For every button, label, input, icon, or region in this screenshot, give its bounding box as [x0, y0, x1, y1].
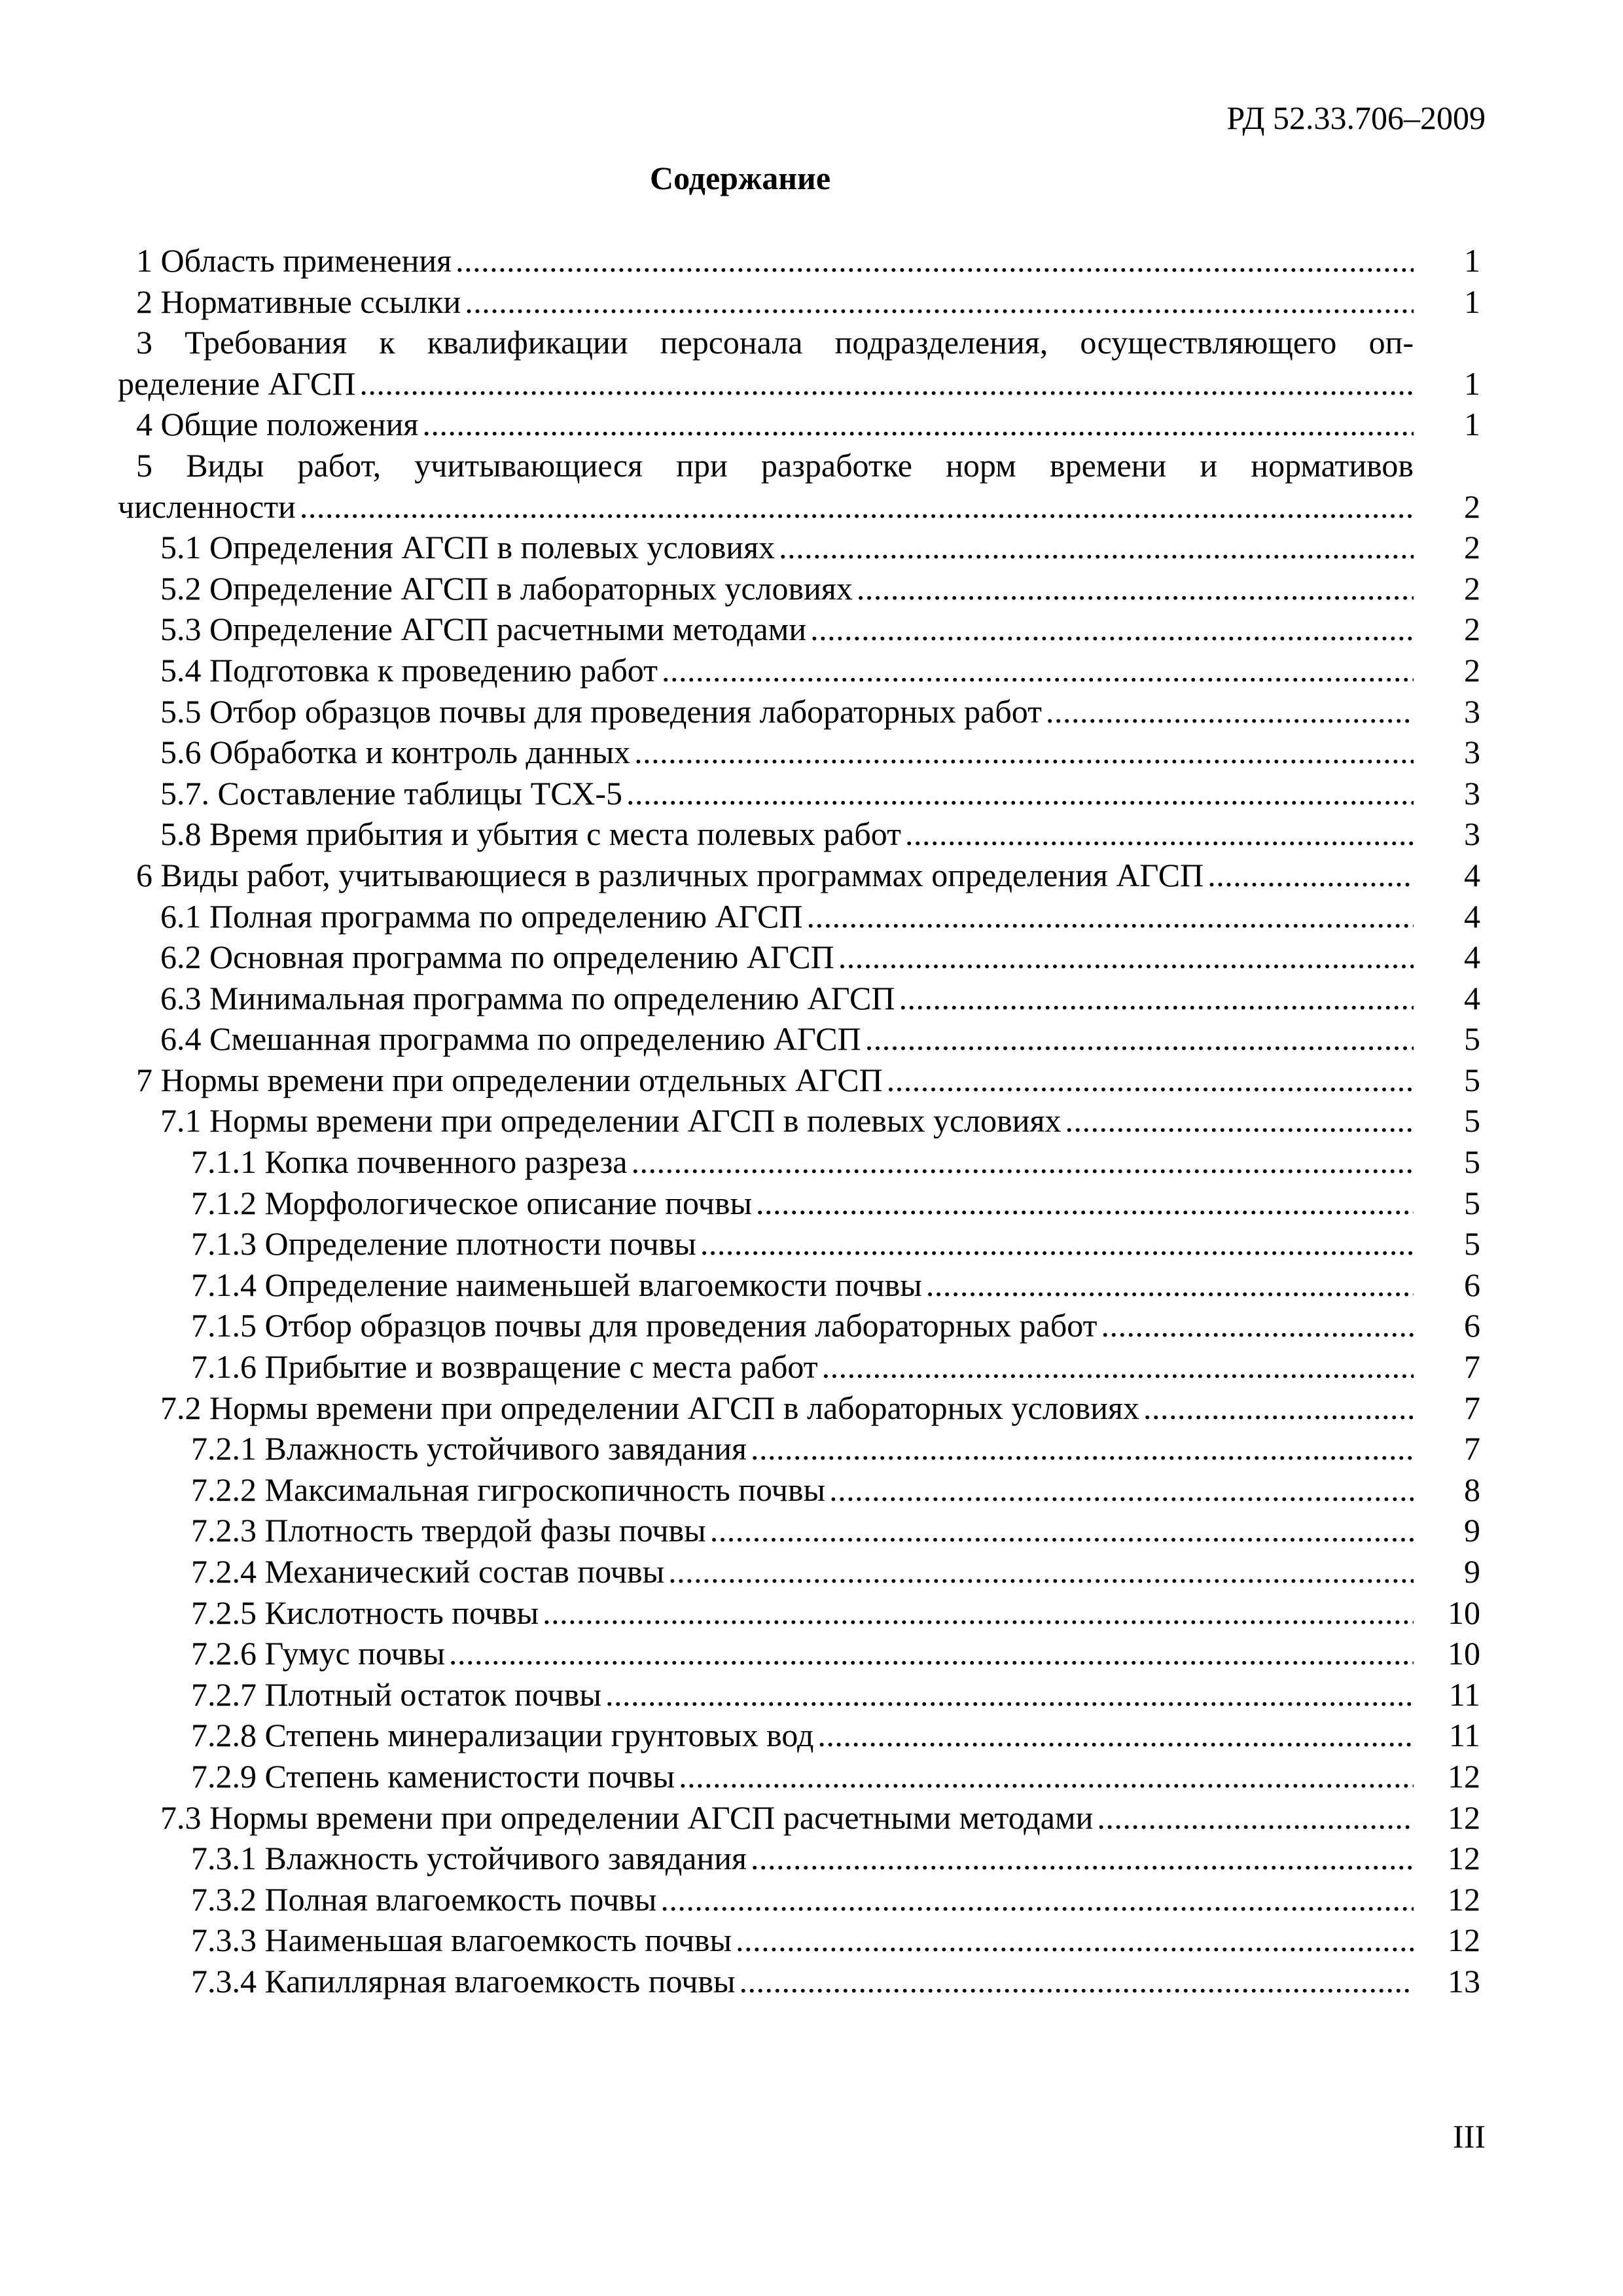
dot-leader	[700, 1223, 1414, 1265]
toc-entry-label: 5.3 Определение АГСП расчетными методами	[160, 611, 807, 648]
toc-entry[interactable]	[118, 1428, 1480, 1469]
toc-entry[interactable]	[118, 281, 1480, 323]
toc-page-number: 12	[1448, 1799, 1480, 1836]
toc-entry-label: 7.2 Нормы времени при определении АГСП в лабораторных условиях	[160, 1389, 1140, 1426]
toc-entry-first-line[interactable]	[118, 445, 1480, 486]
toc-page-number: 3	[1464, 774, 1480, 812]
dot-leader	[736, 1920, 1414, 1961]
dot-leader	[1065, 1100, 1414, 1141]
dot-leader	[634, 732, 1414, 773]
toc-entry-continuation[interactable]	[118, 363, 1480, 404]
toc-page-number: 7	[1464, 1348, 1480, 1386]
toc-entry-label: 7.1.4 Определение наименьшей влагоемкости почвы	[191, 1266, 922, 1303]
toc-page-number: 2	[1464, 611, 1480, 648]
toc-page-number: 2	[1464, 569, 1480, 607]
toc-entry[interactable]	[118, 937, 1480, 978]
toc-entry[interactable]	[118, 1879, 1480, 1920]
toc-page-number: 5	[1464, 1143, 1480, 1181]
toc-entry[interactable]	[118, 1060, 1480, 1101]
toc-entry-label: 5.1 Определения АГСП в полевых условиях	[160, 529, 776, 566]
toc-page-number: 1	[1464, 242, 1480, 279]
toc-entry-label: 7.3.4 Капиллярная влагоемкость почвы	[191, 1962, 736, 2000]
dot-leader	[806, 896, 1414, 937]
toc-entry[interactable]	[118, 978, 1480, 1019]
toc-entry[interactable]	[118, 1141, 1480, 1183]
toc-page-number: 4	[1464, 939, 1480, 976]
dot-leader	[1101, 1305, 1414, 1346]
dot-leader	[810, 609, 1414, 650]
dot-leader	[779, 527, 1414, 568]
toc-page-number: 12	[1448, 1840, 1480, 1877]
dot-leader	[626, 773, 1414, 814]
toc-page-number: 3	[1464, 692, 1480, 730]
dot-leader	[1097, 1797, 1414, 1839]
toc-entry[interactable]	[118, 691, 1480, 732]
dot-leader	[300, 486, 1414, 528]
toc-entry-label: ределение АГСП	[118, 365, 356, 402]
toc-entry[interactable]	[118, 1469, 1480, 1511]
toc-entry[interactable]	[118, 404, 1480, 445]
dot-leader	[822, 1346, 1414, 1388]
toc-entry[interactable]	[118, 1797, 1480, 1839]
toc-page-number: 2	[1464, 529, 1480, 566]
dot-leader	[1143, 1388, 1414, 1429]
toc-entry[interactable]	[118, 1018, 1480, 1060]
dot-leader	[887, 1060, 1414, 1101]
toc-entry[interactable]	[118, 240, 1480, 281]
toc-page-number: 1	[1464, 365, 1480, 402]
toc-page-number: 12	[1448, 1922, 1480, 1959]
toc-page-number: 1	[1464, 406, 1480, 443]
toc-entry-label: 7.1.6 Прибытие и возвращение с места работ	[191, 1348, 818, 1386]
toc-entry[interactable]	[118, 896, 1480, 937]
toc-entry-label: 7.1.2 Морфологическое описание почвы	[191, 1184, 753, 1221]
page-number: III	[1453, 2118, 1486, 2155]
dot-leader	[838, 937, 1414, 978]
toc-entry-label: 6.4 Смешанная программа по определению АГСП	[160, 1020, 861, 1058]
toc-entry[interactable]	[118, 773, 1480, 814]
toc-page-number: 1	[1464, 283, 1480, 320]
toc-entry-label: 7.2.3 Плотность твердой фазы почвы	[191, 1512, 706, 1549]
toc-page-number: 8	[1464, 1471, 1480, 1508]
dot-leader	[662, 650, 1414, 691]
dot-leader	[740, 1961, 1414, 2002]
toc-entry-label: 7.2.8 Степень минерализации грунтовых вод	[191, 1717, 814, 1754]
toc-page-number: 5	[1464, 1061, 1480, 1098]
toc-page-number: 9	[1464, 1553, 1480, 1590]
toc-page-number: 4	[1464, 897, 1480, 935]
dot-leader	[605, 1674, 1414, 1715]
toc-entry-label: 7.1.3 Определение плотности почвы	[191, 1225, 696, 1263]
toc-entry[interactable]	[118, 1510, 1480, 1551]
toc-page-number: 10	[1448, 1635, 1480, 1672]
toc-page-number: 4	[1464, 856, 1480, 893]
dot-leader	[660, 1879, 1414, 1920]
dot-leader	[455, 240, 1414, 281]
toc-page-number: 11	[1448, 1676, 1480, 1713]
dot-leader	[465, 281, 1414, 323]
toc-entry[interactable]	[118, 527, 1480, 568]
toc-page-number: 3	[1464, 734, 1480, 771]
toc-entry-label: 7.2.2 Максимальная гигроскопичность почвы	[191, 1471, 826, 1508]
toc-entry-label: 2 Нормативные ссылки	[136, 283, 461, 320]
toc-entry-label: 7.1.5 Отбор образцов почвы для проведения лабораторных работ	[191, 1307, 1097, 1344]
toc-entry-continuation[interactable]	[118, 486, 1480, 528]
toc-entry[interactable]	[118, 1223, 1480, 1265]
toc-entry-label: 5.2 Определение АГСП в лабораторных условиях	[160, 569, 853, 607]
table-of-contents	[118, 240, 1480, 2002]
dot-leader	[865, 1018, 1414, 1060]
toc-entry[interactable]	[118, 855, 1480, 896]
toc-entry-label: 7.3.3 Наименьшая влагоемкость почвы	[191, 1922, 732, 1959]
dot-leader	[1207, 855, 1414, 896]
toc-entry[interactable]	[118, 1346, 1480, 1388]
toc-page-number: 10	[1448, 1594, 1480, 1631]
toc-entry[interactable]	[118, 814, 1480, 855]
toc-entry-label: 5.4 Подготовка к проведению работ	[160, 651, 658, 689]
toc-entry-label: 7.2.5 Кислотность почвы	[191, 1594, 539, 1631]
toc-page-number: 5	[1464, 1225, 1480, 1263]
toc-entry[interactable]	[118, 1633, 1480, 1674]
toc-entry-label: 1 Область применения	[136, 242, 452, 279]
toc-entry-label: 7.2.4 Механический состав почвы	[191, 1553, 665, 1590]
toc-entry-label: 6.3 Минимальная программа по определению АГСП	[160, 979, 895, 1016]
dot-leader	[857, 568, 1414, 609]
dot-leader	[449, 1633, 1414, 1674]
toc-entry-label: 3 Требования к квалификации персонала подразделения, осуществляющего оп-	[136, 324, 1414, 361]
toc-entry[interactable]	[118, 1674, 1480, 1715]
dot-leader	[543, 1592, 1414, 1634]
toc-entry[interactable]	[118, 568, 1480, 609]
toc-entry[interactable]	[118, 1183, 1480, 1224]
toc-page-number: 2	[1464, 651, 1480, 689]
toc-page-number: 7	[1464, 1389, 1480, 1426]
toc-entry-label: 7.3.2 Полная влагоемкость почвы	[191, 1880, 657, 1918]
toc-entry-label: 6 Виды работ, учитывающиеся в различных программах определения АГСП	[136, 856, 1204, 893]
dot-leader	[751, 1428, 1414, 1469]
toc-page-number: 6	[1464, 1266, 1480, 1303]
toc-page-number: 6	[1464, 1307, 1480, 1344]
toc-entry-label: 7.1 Нормы времени при определении АГСП в полевых условиях	[160, 1102, 1061, 1139]
toc-entry-label: 7.1.1 Копка почвенного разреза	[191, 1143, 628, 1181]
toc-entry[interactable]	[118, 1756, 1480, 1797]
toc-entry[interactable]	[118, 1305, 1480, 1346]
toc-entry-label: 6.1 Полная программа по определению АГСП	[160, 897, 803, 935]
toc-page-number: 12	[1448, 1880, 1480, 1918]
toc-entry-label: 7.2.1 Влажность устойчивого завядания	[191, 1430, 747, 1467]
toc-page-number: 5	[1464, 1184, 1480, 1221]
dot-leader	[359, 363, 1414, 404]
toc-entry-label: 7.2.7 Плотный остаток почвы	[191, 1676, 601, 1713]
toc-entry[interactable]	[118, 650, 1480, 691]
toc-entry[interactable]	[118, 1838, 1480, 1879]
toc-page-number: 4	[1464, 979, 1480, 1016]
toc-entry[interactable]	[118, 1388, 1480, 1429]
dot-leader	[756, 1183, 1414, 1224]
toc-entry-label: численности	[118, 488, 296, 525]
toc-entry-first-line[interactable]	[118, 322, 1480, 363]
toc-entry-label: 6.2 Основная программа по определению АГСП	[160, 939, 834, 976]
toc-entry-label: 5.6 Обработка и контроль данных	[160, 734, 631, 771]
dot-leader	[422, 404, 1414, 445]
document-code: РД 52.33.706–2009	[1226, 99, 1486, 136]
dot-leader	[668, 1551, 1414, 1592]
toc-page-number: 13	[1448, 1962, 1480, 2000]
toc-page-number: 2	[1464, 488, 1480, 525]
toc-entry-label: 5 Виды работ, учитывающиеся при разработке норм времени и нормативов	[136, 446, 1414, 484]
toc-page-number: 7	[1464, 1430, 1480, 1467]
toc-entry[interactable]	[118, 1551, 1480, 1592]
toc-page-number: 11	[1448, 1717, 1480, 1754]
toc-page-number: 3	[1464, 816, 1480, 853]
toc-entry-label: 5.8 Время прибытия и убытия с места полевых работ	[160, 816, 901, 853]
dot-leader	[710, 1510, 1414, 1551]
toc-entry-label: 7.3 Нормы времени при определении АГСП расчетными методами	[160, 1799, 1094, 1836]
dot-leader	[829, 1469, 1414, 1511]
toc-entry-label: 7.2.9 Степень каменистости почвы	[191, 1757, 675, 1795]
dot-leader	[905, 814, 1414, 855]
toc-entry[interactable]	[118, 1961, 1480, 2002]
dot-leader	[631, 1141, 1414, 1183]
toc-title: Содержание	[649, 160, 831, 196]
dot-leader	[817, 1715, 1414, 1756]
toc-entry-label: 7.3.1 Влажность устойчивого завядания	[191, 1840, 747, 1877]
toc-entry[interactable]	[118, 1265, 1480, 1306]
toc-entry-label: 5.7. Составление таблицы ТСХ-5	[160, 774, 623, 812]
dot-leader	[751, 1838, 1414, 1879]
toc-entry[interactable]	[118, 1100, 1480, 1141]
toc-entry[interactable]	[118, 1592, 1480, 1634]
toc-page-number: 9	[1464, 1512, 1480, 1549]
toc-entry[interactable]	[118, 732, 1480, 773]
toc-entry-label: 5.5 Отбор образцов почвы для проведения лабораторных работ	[160, 692, 1042, 730]
toc-entry-label: 7.2.6 Гумус почвы	[191, 1635, 445, 1672]
toc-page-number: 5	[1464, 1102, 1480, 1139]
dot-leader	[679, 1756, 1414, 1797]
toc-entry[interactable]	[118, 1715, 1480, 1756]
toc-entry-label: 4 Общие положения	[136, 406, 419, 443]
toc-entry[interactable]	[118, 609, 1480, 650]
toc-entry[interactable]	[118, 1920, 1480, 1961]
toc-page-number: 5	[1464, 1020, 1480, 1058]
toc-entry-label: 7 Нормы времени при определении отдельных АГСП	[136, 1061, 883, 1098]
dot-leader	[899, 978, 1414, 1019]
dot-leader	[1046, 691, 1414, 732]
toc-page-number: 12	[1448, 1757, 1480, 1795]
dot-leader	[926, 1265, 1414, 1306]
